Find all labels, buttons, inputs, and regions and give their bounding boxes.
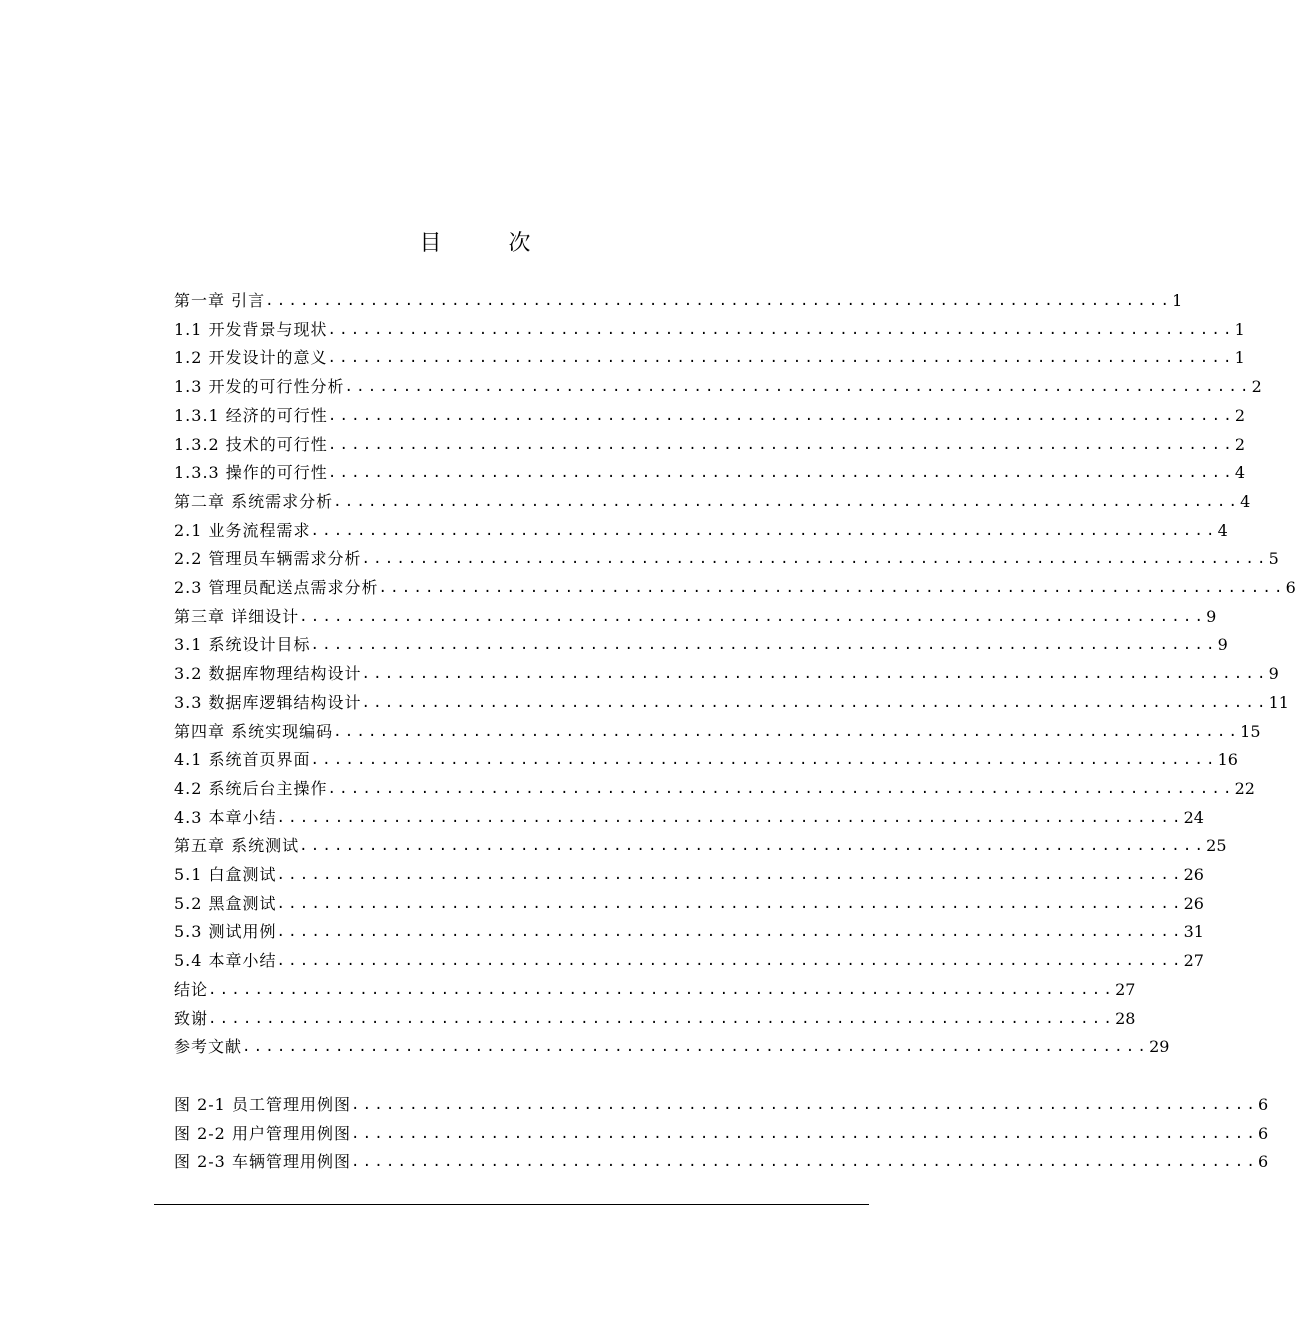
toc-entry-page: 27 <box>1115 979 1136 999</box>
toc-entry-page: 16 <box>1217 750 1238 770</box>
leader-dots: .............................................................................. <box>327 407 1235 424</box>
toc-entry[interactable] <box>174 402 1246 430</box>
toc-entry-page: 22 <box>1234 778 1255 798</box>
toc-entry-page: 9 <box>1268 664 1279 684</box>
toc-entry-page: 28 <box>1115 1008 1136 1028</box>
figure-entry[interactable] <box>174 1120 1269 1148</box>
toc-entry[interactable] <box>174 718 1261 746</box>
toc-entry-page: 6 <box>1285 578 1296 597</box>
figure-entry[interactable] <box>174 1091 1269 1119</box>
leader-dots: .............................................................................. <box>276 809 1184 826</box>
toc-entry[interactable] <box>174 1005 1136 1033</box>
page-title: 目 次 <box>419 231 561 256</box>
toc-entry[interactable] <box>174 890 1204 918</box>
toc-entry[interactable] <box>174 488 1251 516</box>
toc-entry-label: 2.2 管理员车辆需求分析 <box>174 549 362 569</box>
toc-entry-label: 5.1 白盒测试 <box>174 865 277 884</box>
toc-entry-label: 第四章 系统实现编码 <box>174 721 334 741</box>
toc-entry[interactable] <box>174 775 1255 803</box>
toc-entry[interactable] <box>174 918 1204 946</box>
leader-dots: .............................................................................. <box>276 895 1184 912</box>
leader-dots: .............................................................................. <box>276 867 1184 883</box>
toc-entry-label: 1.3 开发的可行性分析 <box>174 377 345 397</box>
leader-dots: .............................................................................. <box>327 465 1235 482</box>
leader-dots: .............................................................................. <box>361 551 1269 568</box>
toc-entry-label: 5.2 黑盒测试 <box>174 893 277 913</box>
toc-entry[interactable] <box>174 631 1228 659</box>
toc-entry[interactable] <box>174 459 1246 487</box>
leader-dots: .............................................................................. <box>242 1039 1150 1056</box>
toc-entry-page: 29 <box>1149 1037 1170 1057</box>
leader-dots: .............................................................................. <box>276 924 1184 941</box>
figure-entry-label: 图 2-3 车辆管理用例图 <box>174 1152 351 1172</box>
toc-entry-page: 31 <box>1183 922 1204 942</box>
leader-dots: .............................................................................. <box>350 1125 1258 1142</box>
toc-entry-label: 1.3.1 经济的可行性 <box>174 405 328 425</box>
leader-dots: .............................................................................. <box>299 838 1207 855</box>
toc-entry-page: 2 <box>1234 434 1246 454</box>
leader-dots: .............................................................................. <box>310 752 1218 769</box>
leader-dots: .............................................................................. <box>276 953 1184 970</box>
toc-entry[interactable] <box>174 287 1183 315</box>
toc-entry-page: 15 <box>1240 721 1261 741</box>
toc-entry[interactable] <box>174 746 1238 774</box>
toc-entry-page: 4 <box>1217 520 1228 540</box>
toc-entry-page: 26 <box>1183 865 1204 884</box>
toc-entry-label: 1.3.2 技术的可行性 <box>174 434 328 454</box>
toc-entry-page: 4 <box>1234 463 1246 483</box>
toc-entry-page: 25 <box>1206 836 1227 856</box>
toc-entry[interactable] <box>174 574 1296 602</box>
toc-entry-page: 2 <box>1251 377 1262 397</box>
leader-dots: .............................................................................. <box>310 637 1218 654</box>
leader-dots: .............................................................................. <box>208 981 1116 998</box>
toc-entry-label: 第一章 引言 <box>174 291 266 310</box>
leader-dots: .............................................................................. <box>310 522 1218 539</box>
toc-entry-label: 4.2 系统后台主操作 <box>174 778 328 798</box>
toc-entry[interactable] <box>174 832 1227 860</box>
toc-entry-label: 第五章 系统测试 <box>174 836 300 856</box>
toc-entry-page: 24 <box>1183 807 1204 827</box>
toc-entry-page: 1 <box>1234 348 1245 368</box>
figure-entry-page: 6 <box>1258 1123 1269 1143</box>
leader-dots: .............................................................................. <box>327 350 1235 367</box>
toc-entry[interactable] <box>174 431 1246 459</box>
figure-entry-label: 图 2-1 员工管理用例图 <box>174 1095 351 1114</box>
toc-entry[interactable] <box>174 517 1228 545</box>
toc-entry-page: 26 <box>1183 893 1204 913</box>
figure-entry-page: 6 <box>1258 1095 1269 1114</box>
toc-entry-page: 1 <box>1234 319 1245 339</box>
leader-dots: .............................................................................. <box>350 1154 1258 1171</box>
toc-entry[interactable] <box>174 861 1204 889</box>
leader-dots: .............................................................................. <box>327 436 1235 453</box>
toc-entry-label: 第二章 系统需求分析 <box>174 491 334 511</box>
toc-entry-label: 结论 <box>174 979 209 999</box>
leader-dots: .............................................................................. <box>208 1010 1116 1027</box>
toc-entry[interactable] <box>174 976 1136 1004</box>
toc-entry-label: 5.4 本章小结 <box>174 951 277 971</box>
toc-entry[interactable] <box>174 344 1245 372</box>
toc-entry-page: 9 <box>1206 606 1217 626</box>
leader-dots: .............................................................................. <box>333 723 1241 740</box>
toc-entry[interactable] <box>174 804 1204 832</box>
toc-entry[interactable] <box>174 373 1262 401</box>
figure-entry[interactable] <box>174 1148 1269 1176</box>
toc-entry[interactable] <box>174 316 1245 344</box>
figure-entry-label: 图 2-2 用户管理用例图 <box>174 1123 351 1143</box>
toc-entry[interactable] <box>174 603 1217 631</box>
toc-entry-label: 2.1 业务流程需求 <box>174 520 311 540</box>
toc-entry-label: 1.2 开发设计的意义 <box>174 348 328 368</box>
leader-dots: .............................................................................. <box>265 293 1173 309</box>
leader-dots: .............................................................................. <box>344 379 1252 396</box>
toc-entry-label: 1.1 开发背景与现状 <box>174 319 328 339</box>
toc-entry-label: 3.3 数据库逻辑结构设计 <box>174 692 362 712</box>
toc-entry[interactable] <box>174 947 1204 975</box>
toc-entry-page: 11 <box>1268 692 1289 712</box>
leader-dots: .............................................................................. <box>361 694 1269 711</box>
toc-entry-page: 1 <box>1172 291 1183 310</box>
toc-entry-label: 5.3 测试用例 <box>174 922 277 942</box>
leader-dots: .............................................................................. <box>361 666 1269 683</box>
toc-entry-page: 4 <box>1240 491 1251 511</box>
leader-dots: .............................................................................. <box>327 321 1235 338</box>
toc-entry-label: 3.1 系统设计目标 <box>174 635 311 655</box>
toc-entry-label: 4.1 系统首页界面 <box>174 750 311 770</box>
leader-dots: .............................................................................. <box>327 780 1235 797</box>
toc-entry-label: 参考文献 <box>174 1037 243 1057</box>
toc-entry[interactable] <box>174 689 1289 717</box>
leader-dots: .............................................................................. <box>299 608 1207 625</box>
leader-dots: .............................................................................. <box>350 1097 1258 1113</box>
footer-rule <box>154 1204 869 1205</box>
leader-dots: .............................................................................. <box>333 493 1241 510</box>
toc-entry-page: 9 <box>1217 635 1228 655</box>
toc-entry-page: 2 <box>1234 405 1246 425</box>
toc-entry[interactable] <box>174 545 1279 573</box>
toc-entry[interactable] <box>174 660 1279 688</box>
toc-entry-label: 第三章 详细设计 <box>174 606 300 626</box>
toc-entry-page: 27 <box>1183 951 1204 971</box>
figure-entry-page: 6 <box>1258 1152 1269 1172</box>
toc-entry-label: 致谢 <box>174 1008 209 1028</box>
toc-entry-label: 2.3 管理员配送点需求分析 <box>174 578 379 597</box>
toc-entry-label: 1.3.3 操作的可行性 <box>174 463 328 483</box>
toc-entry-label: 3.2 数据库物理结构设计 <box>174 664 362 684</box>
leader-dots: .............................................................................. <box>378 580 1286 596</box>
toc-entry[interactable] <box>174 1033 1170 1061</box>
toc-entry-label: 4.3 本章小结 <box>174 807 277 827</box>
toc-entry-page: 5 <box>1268 549 1279 569</box>
